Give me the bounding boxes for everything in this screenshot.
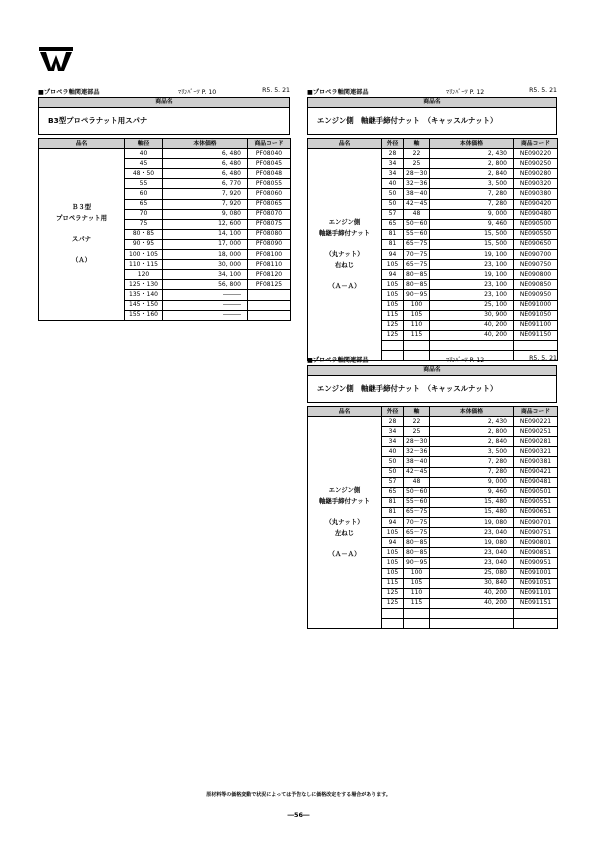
size-cell: 81 xyxy=(382,507,404,517)
column-header: 本体価格 xyxy=(430,139,514,149)
price-cell: 14, 100 xyxy=(163,229,248,239)
column-header: 外径 xyxy=(382,139,404,149)
section-title: ■プロペラ軸関連部品 xyxy=(307,357,369,364)
size-cell: 34 xyxy=(382,427,404,437)
column-header: 品名 xyxy=(308,407,382,417)
item-name-line: 左ねじ xyxy=(334,529,355,538)
size-cell: 115 xyxy=(404,330,430,340)
table-header-row xyxy=(39,139,291,149)
product-name: B3型プロペラナット用スパナ xyxy=(48,116,148,125)
price-cell: 18, 000 xyxy=(163,250,248,260)
size-cell: 40 xyxy=(125,149,163,159)
product-name: エンジン側 軸継手締付ナット （キャッスルナット） xyxy=(317,384,498,393)
item-name-cell xyxy=(308,149,382,361)
size-cell: 115 xyxy=(382,578,404,588)
size-cell: 80～85 xyxy=(404,538,430,548)
size-cell: 80・85 xyxy=(125,229,163,239)
product-code-cell: NE090500 xyxy=(514,219,558,229)
item-name-line: 軸継手締付ナット xyxy=(319,229,370,238)
price-table xyxy=(307,406,558,629)
size-cell: 57 xyxy=(382,477,404,487)
size-cell: 60 xyxy=(125,189,163,199)
size-cell: 155・160 xyxy=(125,310,163,320)
price-cell: 19, 100 xyxy=(430,250,514,260)
product-code-cell: NE090501 xyxy=(514,487,558,497)
size-cell: 50 xyxy=(382,189,404,199)
size-cell: 105 xyxy=(382,300,404,310)
product-code-cell: PF08125 xyxy=(248,280,291,290)
size-cell: 34 xyxy=(382,169,404,179)
product-code-cell: PF08065 xyxy=(248,199,291,209)
price-cell: 40, 200 xyxy=(430,330,514,340)
price-cell: ――― xyxy=(163,290,248,300)
size-cell: 135・140 xyxy=(125,290,163,300)
price-cell: 40, 200 xyxy=(430,588,514,598)
price-cell: 40, 200 xyxy=(430,320,514,330)
price-cell: 12, 600 xyxy=(163,219,248,229)
price-cell: 7, 920 xyxy=(163,199,248,209)
size-cell xyxy=(404,618,430,628)
size-cell: 40 xyxy=(382,179,404,189)
price-cell: 6, 480 xyxy=(163,169,248,179)
product-code-cell: PF08100 xyxy=(248,250,291,260)
catalog-page-ref: ﾏﾘﾝﾊﾟｰﾂ P. 10 xyxy=(178,89,217,96)
section-header xyxy=(307,87,557,97)
size-cell: 38～40 xyxy=(404,189,430,199)
size-cell: 55 xyxy=(125,179,163,189)
size-cell: 70～75 xyxy=(404,250,430,260)
product-code-cell: NE091051 xyxy=(514,578,558,588)
price-cell: 23, 100 xyxy=(430,280,514,290)
column-header: 本体価格 xyxy=(430,407,514,417)
item-name-line: （丸ナット） xyxy=(325,518,364,527)
item-name-line: 右ねじ xyxy=(334,261,355,270)
size-cell: 65～75 xyxy=(404,528,430,538)
size-cell: 65 xyxy=(382,219,404,229)
price-cell: 25, 100 xyxy=(430,300,514,310)
item-name-cell xyxy=(39,149,125,321)
section-title: ■プロペラ軸関連部品 xyxy=(307,89,369,96)
size-cell: 65～75 xyxy=(404,260,430,270)
product-code-cell: NE090750 xyxy=(514,260,558,270)
price-cell: 7, 280 xyxy=(430,467,514,477)
size-cell: 94 xyxy=(382,518,404,528)
size-cell: 28 xyxy=(382,417,404,427)
footer-note: 原材料等の価格変動で状況によっては予告なしに価格改定をする場合があります。 xyxy=(206,792,391,798)
nut-right-thread-block xyxy=(307,87,557,361)
size-cell xyxy=(382,618,404,628)
product-code-cell xyxy=(514,618,558,628)
product-code-cell: NE090550 xyxy=(514,229,558,239)
size-cell: 80～85 xyxy=(404,270,430,280)
product-code-cell: NE090950 xyxy=(514,290,558,300)
price-cell: 19, 100 xyxy=(430,270,514,280)
size-cell: 25 xyxy=(404,427,430,437)
price-cell: 9, 460 xyxy=(430,219,514,229)
size-cell: 125 xyxy=(382,320,404,330)
column-header: 商品コード xyxy=(514,139,558,149)
product-code-cell: PF08090 xyxy=(248,239,291,249)
price-cell xyxy=(430,340,514,350)
size-cell: 42～45 xyxy=(404,199,430,209)
product-code-cell: NE090420 xyxy=(514,199,558,209)
price-cell: 15, 500 xyxy=(430,239,514,249)
product-code-cell: PF08048 xyxy=(248,169,291,179)
product-code-cell: NE091001 xyxy=(514,568,558,578)
product-code-cell: NE090551 xyxy=(514,497,558,507)
price-cell: 2, 800 xyxy=(430,159,514,169)
price-cell xyxy=(430,608,514,618)
product-name: エンジン側 軸継手締付ナット （キャッスルナット） xyxy=(317,116,498,125)
size-cell: 125 xyxy=(382,330,404,340)
size-cell xyxy=(404,608,430,618)
size-cell: 42～45 xyxy=(404,467,430,477)
product-code-cell: PF08120 xyxy=(248,270,291,280)
price-cell: 23, 040 xyxy=(430,548,514,558)
product-code-cell: PF08040 xyxy=(248,149,291,159)
size-cell: 65～75 xyxy=(404,239,430,249)
size-cell: 40 xyxy=(382,447,404,457)
size-cell: 105 xyxy=(404,310,430,320)
column-header: 商品コード xyxy=(248,139,291,149)
size-cell: 32～36 xyxy=(404,179,430,189)
item-name-line xyxy=(41,245,122,255)
price-cell: ――― xyxy=(163,310,248,320)
size-cell: 34 xyxy=(382,437,404,447)
size-cell: 45 xyxy=(125,159,163,169)
price-cell: 7, 280 xyxy=(430,189,514,199)
size-cell: 22 xyxy=(404,417,430,427)
product-code-cell: NE090321 xyxy=(514,447,558,457)
size-cell: 55～60 xyxy=(404,229,430,239)
column-header: 軸 xyxy=(404,139,430,149)
table-row xyxy=(308,149,558,159)
product-code-cell xyxy=(248,310,291,320)
product-code-cell xyxy=(248,290,291,300)
product-code-cell: NE090481 xyxy=(514,477,558,487)
price-cell: 2, 840 xyxy=(430,437,514,447)
spanner-price-block xyxy=(38,87,290,321)
product-name-box xyxy=(307,365,557,403)
price-cell: 19, 080 xyxy=(430,518,514,528)
product-name-header: 商品名 xyxy=(308,98,556,108)
size-cell: 57 xyxy=(382,209,404,219)
size-cell: 90～95 xyxy=(404,290,430,300)
size-cell: 22 xyxy=(404,149,430,159)
product-code-cell: NE091151 xyxy=(514,598,558,608)
product-code-cell: NE090320 xyxy=(514,179,558,189)
size-cell: 120 xyxy=(125,270,163,280)
price-cell: 6, 480 xyxy=(163,159,248,169)
product-code-cell: NE090800 xyxy=(514,270,558,280)
size-cell: 90・95 xyxy=(125,239,163,249)
column-header: 軸径 xyxy=(125,139,163,149)
price-cell: 17, 000 xyxy=(163,239,248,249)
product-code-cell: NE090801 xyxy=(514,538,558,548)
size-cell: 90～95 xyxy=(404,558,430,568)
size-cell: 115 xyxy=(382,310,404,320)
item-name-line: プロペラナット用 xyxy=(56,214,107,223)
size-cell: 94 xyxy=(382,250,404,260)
size-cell: 105 xyxy=(382,260,404,270)
size-cell: 32～36 xyxy=(404,447,430,457)
price-cell: 2, 800 xyxy=(430,427,514,437)
item-name-line: （Ａ） xyxy=(71,256,92,265)
price-cell: 23, 040 xyxy=(430,528,514,538)
size-cell: 94 xyxy=(382,270,404,280)
size-cell: 48 xyxy=(404,209,430,219)
column-header: 外径 xyxy=(382,407,404,417)
item-name-line: Ｂ３型 xyxy=(71,203,92,212)
item-name-line: （Ａ－Ａ） xyxy=(328,282,361,291)
price-cell: 30, 000 xyxy=(163,260,248,270)
size-cell: 105 xyxy=(382,548,404,558)
size-cell: 105 xyxy=(404,578,430,588)
price-cell: 15, 480 xyxy=(430,507,514,517)
product-code-cell: NE090380 xyxy=(514,189,558,199)
price-cell: 3, 500 xyxy=(430,447,514,457)
price-cell: 7, 920 xyxy=(163,189,248,199)
size-cell: 80～85 xyxy=(404,548,430,558)
size-cell: 50～60 xyxy=(404,219,430,229)
item-name-line: 軸継手締付ナット xyxy=(319,497,370,506)
item-name-line xyxy=(310,239,379,249)
size-cell: 70 xyxy=(125,209,163,219)
product-code-cell: NE090250 xyxy=(514,159,558,169)
size-cell: 75 xyxy=(125,219,163,229)
product-code-cell: NE090700 xyxy=(514,250,558,260)
column-header: 軸 xyxy=(404,407,430,417)
product-code-cell: PF08055 xyxy=(248,179,291,189)
size-cell: 65 xyxy=(382,487,404,497)
price-table xyxy=(38,138,291,321)
size-cell: 80～85 xyxy=(404,280,430,290)
price-cell: 23, 040 xyxy=(430,558,514,568)
product-code-cell: NE090221 xyxy=(514,417,558,427)
item-name-line xyxy=(310,539,379,549)
product-code-cell: NE090850 xyxy=(514,280,558,290)
size-cell: 25 xyxy=(404,159,430,169)
price-cell: 9, 000 xyxy=(430,477,514,487)
item-name-line: エンジン側 xyxy=(328,218,361,227)
size-cell: 28 xyxy=(382,149,404,159)
revision-date: R5. 5. 21 xyxy=(262,87,290,94)
product-code-cell: NE090951 xyxy=(514,558,558,568)
size-cell: 110 xyxy=(404,320,430,330)
price-cell: 9, 080 xyxy=(163,209,248,219)
column-header: 本体価格 xyxy=(163,139,248,149)
section-title: ■プロペラ軸関連部品 xyxy=(38,89,100,96)
product-code-cell: NE091050 xyxy=(514,310,558,320)
size-cell xyxy=(382,608,404,618)
size-cell: 105 xyxy=(382,568,404,578)
price-cell: 7, 280 xyxy=(430,199,514,209)
size-cell: 65 xyxy=(125,199,163,209)
table-row xyxy=(39,149,291,159)
price-cell: 2, 840 xyxy=(430,169,514,179)
price-table xyxy=(307,138,558,361)
price-cell: 9, 460 xyxy=(430,487,514,497)
size-cell: 34 xyxy=(382,159,404,169)
product-code-cell: NE091000 xyxy=(514,300,558,310)
item-name-cell xyxy=(308,417,382,629)
price-cell: 2, 430 xyxy=(430,149,514,159)
product-code-cell xyxy=(514,608,558,618)
price-cell: 6, 480 xyxy=(163,149,248,159)
product-code-cell: NE091101 xyxy=(514,588,558,598)
size-cell: 48・50 xyxy=(125,169,163,179)
size-cell: 48 xyxy=(404,477,430,487)
price-cell: 40, 200 xyxy=(430,598,514,608)
price-cell: ――― xyxy=(163,300,248,310)
product-code-cell: NE090480 xyxy=(514,209,558,219)
product-code-cell: NE090701 xyxy=(514,518,558,528)
item-name-line xyxy=(41,224,122,234)
product-code-cell: NE090851 xyxy=(514,548,558,558)
product-code-cell xyxy=(248,300,291,310)
size-cell: 38～40 xyxy=(404,457,430,467)
size-cell: 105 xyxy=(382,290,404,300)
size-cell: 125・130 xyxy=(125,280,163,290)
table-header-row xyxy=(308,407,558,417)
item-name-line: スパナ xyxy=(71,235,92,244)
size-cell: 105 xyxy=(382,528,404,538)
price-cell: 56, 800 xyxy=(163,280,248,290)
product-code-cell: NE090751 xyxy=(514,528,558,538)
item-name-line: エンジン側 xyxy=(328,486,361,495)
product-code-cell: PF08070 xyxy=(248,209,291,219)
company-logo xyxy=(38,46,74,72)
revision-date: R5. 5. 21 xyxy=(529,87,557,94)
size-cell: 65～75 xyxy=(404,507,430,517)
product-code-cell: NE090650 xyxy=(514,239,558,249)
size-cell xyxy=(382,340,404,350)
size-cell: 94 xyxy=(382,538,404,548)
price-cell: 9, 000 xyxy=(430,209,514,219)
price-cell: 3, 500 xyxy=(430,179,514,189)
size-cell: 145・150 xyxy=(125,300,163,310)
product-code-cell: NE090651 xyxy=(514,507,558,517)
section-header xyxy=(307,355,557,365)
product-code-cell: NE090251 xyxy=(514,427,558,437)
size-cell: 50 xyxy=(382,199,404,209)
size-cell: 100 xyxy=(404,300,430,310)
size-cell: 110・115 xyxy=(125,260,163,270)
size-cell: 81 xyxy=(382,229,404,239)
price-cell: 23, 100 xyxy=(430,260,514,270)
size-cell: 100・105 xyxy=(125,250,163,260)
size-cell: 105 xyxy=(382,280,404,290)
page-number: ―56― xyxy=(287,811,310,819)
product-code-cell xyxy=(514,340,558,350)
product-name-header: 商品名 xyxy=(39,98,289,108)
price-cell: 7, 280 xyxy=(430,457,514,467)
product-name-header: 商品名 xyxy=(308,366,556,376)
catalog-page-ref: ﾏﾘﾝﾊﾟｰﾂ P. 12 xyxy=(446,357,485,364)
size-cell: 81 xyxy=(382,239,404,249)
item-name-line: （丸ナット） xyxy=(325,250,364,259)
size-cell xyxy=(404,340,430,350)
column-header: 品名 xyxy=(39,139,125,149)
product-code-cell: NE090421 xyxy=(514,467,558,477)
product-code-cell: PF08110 xyxy=(248,260,291,270)
size-cell: 28～30 xyxy=(404,437,430,447)
price-cell: 19, 080 xyxy=(430,538,514,548)
catalog-page-ref: ﾏﾘﾝﾊﾟｰﾂ P. 12 xyxy=(446,89,485,96)
size-cell: 50 xyxy=(382,467,404,477)
product-name-box xyxy=(307,97,557,135)
size-cell: 28～30 xyxy=(404,169,430,179)
product-code-cell: NE090381 xyxy=(514,457,558,467)
price-cell: 30, 840 xyxy=(430,578,514,588)
revision-date: R5. 5. 21 xyxy=(529,355,557,362)
size-cell: 115 xyxy=(404,598,430,608)
product-code-cell: NE091100 xyxy=(514,320,558,330)
item-name-line: （Ａ－Ａ） xyxy=(328,550,361,559)
price-cell: 15, 500 xyxy=(430,229,514,239)
product-code-cell: NE090220 xyxy=(514,149,558,159)
size-cell: 50 xyxy=(382,457,404,467)
product-code-cell: NE090281 xyxy=(514,437,558,447)
size-cell: 50～60 xyxy=(404,487,430,497)
price-cell: 15, 480 xyxy=(430,497,514,507)
price-cell: 34, 100 xyxy=(163,270,248,280)
size-cell: 55～60 xyxy=(404,497,430,507)
column-header: 品名 xyxy=(308,139,382,149)
size-cell: 105 xyxy=(382,558,404,568)
table-row xyxy=(308,417,558,427)
product-code-cell: PF08075 xyxy=(248,219,291,229)
price-cell: 6, 770 xyxy=(163,179,248,189)
size-cell: 125 xyxy=(382,588,404,598)
product-code-cell: PF08045 xyxy=(248,159,291,169)
product-code-cell: PF08060 xyxy=(248,189,291,199)
size-cell: 70～75 xyxy=(404,518,430,528)
price-cell: 23, 100 xyxy=(430,290,514,300)
item-name-line xyxy=(310,507,379,517)
product-name-box xyxy=(38,97,290,135)
price-cell xyxy=(430,618,514,628)
price-cell: 25, 080 xyxy=(430,568,514,578)
nut-left-thread-block xyxy=(307,355,557,629)
price-cell: 30, 900 xyxy=(430,310,514,320)
product-code-cell: NE090280 xyxy=(514,169,558,179)
item-name-line xyxy=(310,271,379,281)
product-code-cell: NE091150 xyxy=(514,330,558,340)
column-header: 商品コード xyxy=(514,407,558,417)
size-cell: 100 xyxy=(404,568,430,578)
size-cell: 125 xyxy=(382,598,404,608)
table-header-row xyxy=(308,139,558,149)
size-cell: 81 xyxy=(382,497,404,507)
price-cell: 2, 430 xyxy=(430,417,514,427)
size-cell: 110 xyxy=(404,588,430,598)
section-header xyxy=(38,87,290,97)
product-code-cell: PF08080 xyxy=(248,229,291,239)
